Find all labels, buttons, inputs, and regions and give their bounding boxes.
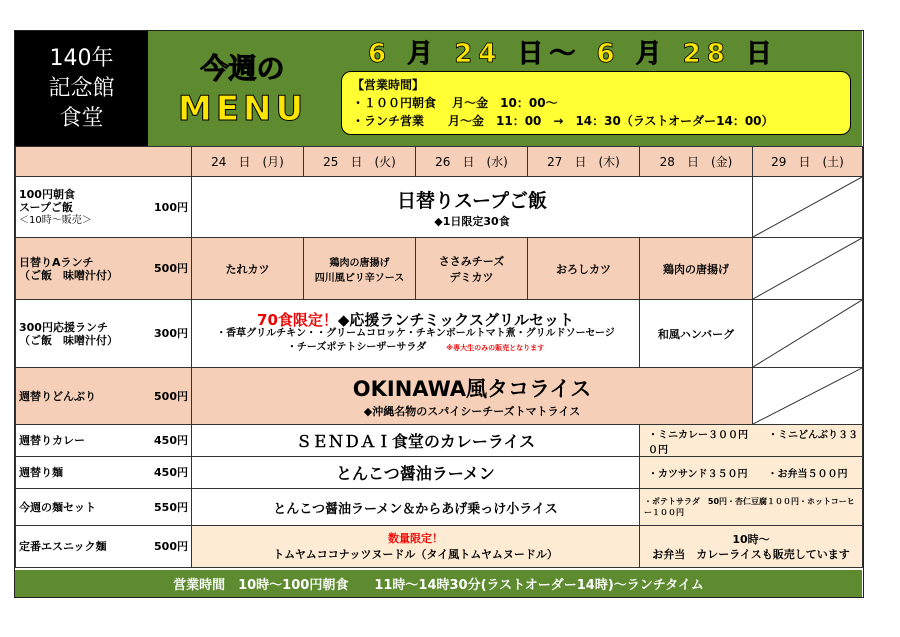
row-lunch-300 [16, 300, 863, 368]
ethnic-side [640, 526, 863, 568]
lunch-a-thu: おろしカツ [528, 238, 640, 300]
item-name: （ご飯 味噌汁付） [19, 268, 118, 282]
lunch-a-fri: 鶏肉の唐揚げ [640, 238, 753, 300]
logo-line: 食堂 [59, 105, 104, 131]
row-label [16, 425, 192, 457]
donburi-cell [192, 368, 753, 425]
cafeteria-logo [15, 31, 148, 146]
item-price: 550円 [154, 500, 188, 514]
side-menu: ・ミニカレー３００円 ・ミニどんぶり３３０円 [640, 425, 863, 457]
row-label [16, 300, 192, 368]
breakfast-cell [192, 177, 753, 238]
day-header: 27 日 (木) [528, 147, 640, 177]
row-label [16, 489, 192, 526]
menu-table [15, 146, 863, 568]
row-label [16, 238, 192, 300]
day-header: 24 日 (月) [192, 147, 304, 177]
date-range: 6 月 24 日～ 6 月 28 日 [368, 39, 778, 69]
menu-title-line1: 今週の [200, 52, 285, 85]
item-price: 450円 [154, 466, 188, 479]
donburi-sub: ◆沖縄名物のスパイシーチーズトマトライス [363, 405, 581, 418]
item-name: （ご飯 味噌汁付） [19, 333, 118, 347]
side-note: お弁当 カレーライスも販売しています [652, 547, 850, 561]
item-price: 500円 [154, 540, 188, 553]
lunch-300-main: ◆応援ランチミックスグリルセット [337, 310, 574, 329]
row-label [16, 457, 192, 489]
logo-line: 140年 [49, 45, 114, 71]
lunch-300-detail: ・香草グリルチキン・・グリームコロッケ・チキンボールトマト煮・グリルドソーセージ [216, 327, 615, 339]
closed-cell [753, 238, 863, 300]
hours-line: ・１００円朝食 月～金 10：00～ [352, 96, 558, 110]
side-menu: ・カツサンド３５０円 ・お弁当５００円 [640, 457, 863, 489]
item-name: 定番エスニック麺 [19, 540, 107, 553]
closed-cell [753, 368, 863, 425]
side-menu: ・ポテトサラダ 50円・杏仁豆腐１００円・ホットコーヒー１００円 [640, 489, 863, 526]
item-name: スープご飯 [19, 200, 73, 214]
row-noodle-set [16, 489, 863, 526]
noodle-main: とんこつ醤油ラーメン [192, 457, 640, 489]
breakfast-main: 日替りスープご飯 [396, 189, 548, 212]
footer-hours: 営業時間 10時～100円朝食 11時～14時30分(ラストオーダー14時)～ランチタイム [15, 570, 862, 597]
item-name: 週替り麺 [19, 466, 63, 479]
row-label [16, 526, 192, 568]
row-noodle [16, 457, 863, 489]
ethnic-main: トムヤムココナッツヌードル（タイ風トムヤムヌードル） [273, 547, 558, 561]
day-header: 29 日 (土) [753, 147, 863, 177]
day-header: 25 日 (火) [304, 147, 416, 177]
item-name: 日替りAランチ [19, 255, 94, 269]
noodle-set-main: とんこつ醤油ラーメン＆からあげ乗っけ小ライス [192, 489, 640, 526]
hours-line: ・ランチ営業 月～金 11：00 → 14：30（ラストオーダー14：00） [352, 114, 774, 128]
lunch-a-tue: 鶏肉の唐揚げ 四川風ピリ辛ソース [304, 238, 416, 300]
lunch-300-detail: ・チーズポテトシーザーサラダ [286, 341, 427, 353]
corner-cell [16, 147, 192, 177]
row-lunch-a [16, 238, 863, 300]
day-header: 26 日 (水) [416, 147, 528, 177]
lunch-a-mon: たれカツ [192, 238, 304, 300]
header-banner [148, 31, 862, 146]
item-name: 週替りカレー [19, 434, 85, 447]
ethnic-cell [192, 526, 640, 568]
hours-box [341, 71, 851, 135]
item-note: ＜10時～販売＞ [19, 214, 92, 226]
row-breakfast [16, 177, 863, 238]
item-price: 500円 [154, 262, 188, 275]
row-ethnic [16, 526, 863, 568]
menu-sheet [14, 30, 864, 598]
limited-label: 70食限定！ [257, 310, 338, 329]
row-curry [16, 425, 863, 457]
curry-main: ＳＥＮＤＡＩ食堂のカレーライス [192, 425, 640, 457]
item-name: 週替りどんぶり [19, 389, 96, 403]
limited-label: 数量限定！ [388, 531, 443, 545]
student-note: ※専大生のみの販売となります [446, 343, 545, 352]
donburi-main: OKINAWA風タコライス [352, 377, 592, 401]
lunch-300-fri: 和風ハンバーグ [640, 300, 753, 368]
breakfast-sub: ◆1日限定30食 [434, 214, 510, 228]
row-donburi [16, 368, 863, 425]
logo-line: 記念館 [48, 75, 115, 101]
row-label [16, 368, 192, 425]
lunch-a-wed: ささみチーズ デミカツ [416, 238, 528, 300]
item-price: 100円 [154, 200, 188, 214]
item-price: 300円 [154, 327, 188, 340]
item-price: 500円 [154, 389, 188, 403]
closed-cell [753, 300, 863, 368]
item-name: 今週の麺セット [19, 500, 96, 514]
day-header: 28 日 (金) [640, 147, 753, 177]
item-name: 100円朝食 [19, 187, 75, 201]
side-note: 10時～ [732, 532, 770, 546]
hours-title: 【営業時間】 [352, 78, 425, 92]
item-price: 450円 [154, 434, 188, 447]
header [15, 31, 862, 146]
item-name: 300円応援ランチ [19, 320, 108, 334]
row-label [16, 177, 192, 238]
menu-title-line2: MENU [178, 89, 308, 129]
lunch-300-cell [192, 300, 640, 368]
menu-title [178, 47, 307, 129]
closed-cell [753, 177, 863, 238]
day-header-row [16, 147, 863, 177]
